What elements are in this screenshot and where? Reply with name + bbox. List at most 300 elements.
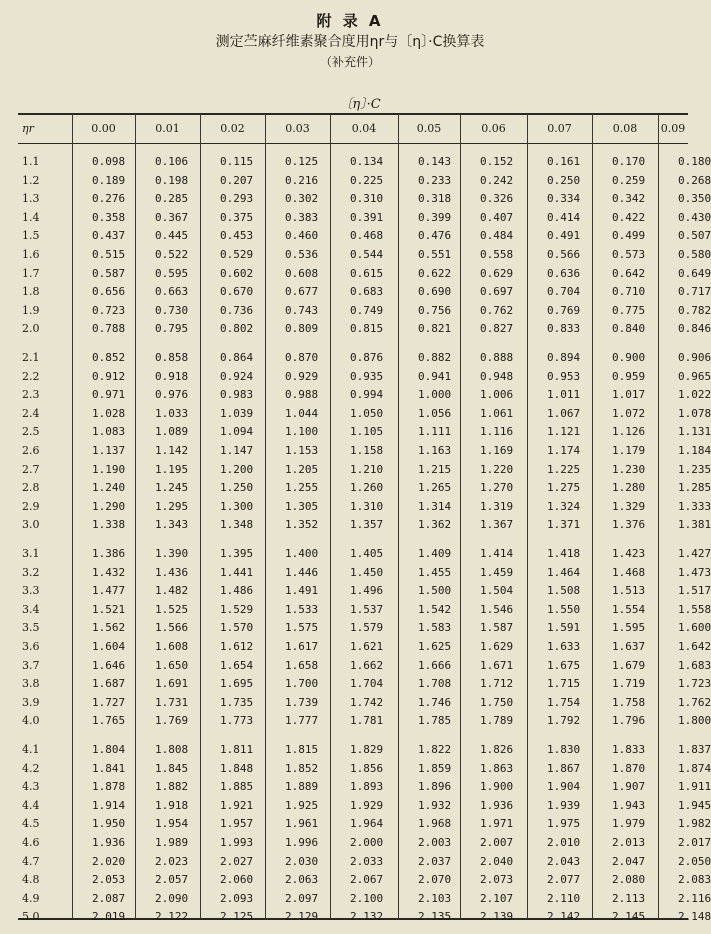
table-cell: 0.499 (612, 229, 646, 243)
table-cell: 1.390 (155, 547, 189, 560)
table-cell: 1.695 (220, 677, 254, 691)
row-label: 2.2 (22, 369, 40, 383)
table-cell: 1.314 (418, 499, 452, 513)
table-cell: 0.326 (480, 192, 514, 206)
table-cell: 2.033 (350, 854, 384, 868)
table-cell: 1.900 (480, 780, 514, 794)
table-cell: 1.837 (678, 743, 711, 756)
table-cell: 1.936 (480, 798, 514, 812)
table-cell: 0.422 (612, 210, 646, 224)
table-cell: 1.617 (285, 640, 319, 653)
row-label: 3.1 (22, 547, 40, 560)
table-cell: 1.220 (480, 462, 514, 476)
table-cell: 1.290 (92, 499, 126, 513)
column-rule (72, 114, 73, 919)
table-cell: 0.622 (418, 266, 452, 280)
table-cell: 1.939 (547, 798, 581, 812)
table-cell: 1.971 (480, 817, 514, 831)
table-cell: 2.110 (547, 891, 581, 905)
table-cell: 1.921 (220, 798, 254, 812)
table-cell: 1.174 (547, 444, 581, 457)
table-cell: 1.022 (678, 388, 711, 402)
table-cell: 1.870 (612, 761, 646, 775)
row-label: 3.9 (22, 695, 40, 709)
table-cell: 1.089 (155, 425, 189, 439)
row-label: 2.5 (22, 425, 40, 439)
table-cell: 1.856 (350, 761, 384, 775)
table-cell: 1.704 (350, 677, 384, 691)
table-cell: 1.769 (155, 714, 189, 728)
table-cell: 0.143 (418, 155, 452, 168)
table-cell: 1.604 (92, 640, 126, 653)
table-cell: 1.731 (155, 695, 189, 709)
table-cell: 1.954 (155, 817, 189, 831)
table-cell: 1.210 (350, 462, 384, 476)
table-cell: 0.566 (547, 248, 581, 261)
row-label: 1.9 (22, 303, 40, 317)
table-cell: 1.400 (285, 547, 319, 560)
table-cell: 1.367 (480, 518, 514, 532)
table-cell: 0.882 (418, 351, 452, 364)
table-cell: 2.017 (678, 836, 711, 849)
table-cell: 1.815 (285, 743, 319, 756)
table-cell: 1.554 (612, 602, 646, 616)
table-cell: 1.195 (155, 462, 189, 476)
table-cell: 0.522 (155, 248, 189, 261)
table-cell: 1.758 (612, 695, 646, 709)
table-cell: 1.859 (418, 761, 452, 775)
table-cell: 0.106 (155, 155, 189, 168)
table-cell: 1.708 (418, 677, 452, 691)
table-cell: 0.375 (220, 210, 254, 224)
table-cell: 2.020 (92, 854, 126, 868)
table-cell: 1.929 (350, 798, 384, 812)
table-cell: 1.587 (480, 621, 514, 635)
table-cell: 0.833 (547, 322, 581, 336)
table-cell: 1.319 (480, 499, 514, 513)
table-cell: 0.756 (418, 303, 452, 317)
table-cell: 0.815 (350, 322, 384, 336)
table-cell: 1.754 (547, 695, 581, 709)
column-header: 0.09 (660, 122, 686, 135)
table-cell: 1.719 (612, 677, 646, 691)
table-cell: 0.544 (350, 248, 384, 261)
table-cell: 0.704 (547, 285, 581, 299)
table-cell: 1.687 (92, 677, 126, 691)
table-cell: 2.010 (547, 836, 581, 849)
table-cell: 0.342 (612, 192, 646, 206)
table-cell: 1.275 (547, 481, 581, 495)
table-cell: 0.383 (285, 210, 319, 224)
table-cell: 1.646 (92, 658, 126, 672)
table-cell: 1.473 (678, 565, 711, 579)
table-cell: 1.381 (678, 518, 711, 532)
table-cell: 1.826 (480, 743, 514, 756)
table-cell: 1.131 (678, 425, 711, 439)
row-label: 3.7 (22, 658, 40, 672)
row-label: 3.4 (22, 602, 40, 616)
table-cell: 1.343 (155, 518, 189, 532)
table-cell: 1.637 (612, 640, 646, 653)
table-cell: 2.097 (285, 891, 319, 905)
table-cell: 1.255 (285, 481, 319, 495)
table-cell: 0.573 (612, 248, 646, 261)
table-cell: 1.468 (612, 565, 646, 579)
table-cell: 1.436 (155, 565, 189, 579)
table-cell: 1.654 (220, 658, 254, 672)
table-cell: 1.100 (285, 425, 319, 439)
table-cell: 0.595 (155, 266, 189, 280)
table-cell: 2.145 (612, 910, 646, 924)
table-cell: 1.595 (612, 621, 646, 635)
table-cell: 1.822 (418, 743, 452, 756)
column-rule (330, 114, 331, 919)
table-cell: 1.841 (92, 761, 126, 775)
table-cell: 0.965 (678, 369, 711, 383)
table-cell: 0.407 (480, 210, 514, 224)
column-header: 0.00 (91, 122, 116, 135)
table-cell: 2.037 (418, 854, 452, 868)
table-cell: 1.310 (350, 499, 384, 513)
table-cell: 1.459 (480, 565, 514, 579)
column-rule (527, 114, 528, 919)
table-cell: 1.235 (678, 462, 711, 476)
table-cell: 0.629 (480, 266, 514, 280)
table-cell: 1.455 (418, 565, 452, 579)
table-cell: 1.158 (350, 444, 384, 457)
table-cell: 1.033 (155, 406, 189, 420)
table-cell: 1.200 (220, 462, 254, 476)
table-cell: 1.804 (92, 743, 126, 756)
table-cell: 0.242 (480, 173, 514, 187)
column-rule (265, 114, 266, 919)
table-cell: 1.508 (547, 584, 581, 598)
table-cell: 2.040 (480, 854, 514, 868)
table-cell: 0.445 (155, 229, 189, 243)
table-cell: 1.558 (678, 602, 711, 616)
table-cell: 0.994 (350, 388, 384, 402)
row-label: 2.7 (22, 462, 40, 476)
table-cell: 1.750 (480, 695, 514, 709)
table-cell: 2.083 (678, 873, 711, 887)
table-cell: 1.968 (418, 817, 452, 831)
table-cell: 1.608 (155, 640, 189, 653)
table-cell: 1.950 (92, 817, 126, 831)
table-cell: 0.697 (480, 285, 514, 299)
table-cell: 1.324 (547, 499, 581, 513)
table-cell: 1.789 (480, 714, 514, 728)
table-cell: 1.591 (547, 621, 581, 635)
table-cell: 1.111 (418, 425, 452, 439)
table-cell: 1.600 (678, 621, 711, 635)
table-cell: 0.334 (547, 192, 581, 206)
table-cell: 2.057 (155, 873, 189, 887)
table-cell: 1.215 (418, 462, 452, 476)
row-label: 3.5 (22, 621, 40, 635)
spanning-column-header: 〔η〕·C (339, 97, 381, 112)
row-label: 4.0 (22, 714, 40, 728)
table-cell: 1.633 (547, 640, 581, 653)
table-cell: 0.918 (155, 369, 189, 383)
row-label: 1.3 (22, 192, 40, 206)
table-cell: 1.441 (220, 565, 254, 579)
row-label: 2.1 (22, 351, 40, 364)
table-cell: 2.087 (92, 891, 126, 905)
table-cell: 1.996 (285, 836, 319, 849)
table-cell: 0.399 (418, 210, 452, 224)
table-cell: 1.179 (612, 444, 646, 457)
table-cell: 1.450 (350, 565, 384, 579)
table-cell: 1.270 (480, 481, 514, 495)
table-cell: 0.821 (418, 322, 452, 336)
table-cell: 1.245 (155, 481, 189, 495)
table-cell: 2.023 (155, 854, 189, 868)
table-cell: 1.583 (418, 621, 452, 635)
table-cell: 2.142 (547, 910, 581, 924)
table-cell: 1.700 (285, 677, 319, 691)
table-cell: 0.125 (285, 155, 319, 168)
table-cell: 0.656 (92, 285, 126, 299)
table-cell: 2.125 (220, 910, 254, 924)
table-cell: 1.083 (92, 425, 126, 439)
table-cell: 2.067 (350, 873, 384, 887)
table-cell: 1.362 (418, 518, 452, 532)
table-cell: 1.537 (350, 602, 384, 616)
table-cell: 1.376 (612, 518, 646, 532)
table-cell: 1.679 (612, 658, 646, 672)
table-cell: 1.446 (285, 565, 319, 579)
row-label: 4.9 (22, 891, 40, 905)
row-label: 1.6 (22, 248, 40, 261)
table-cell: 1.486 (220, 584, 254, 598)
appendix-label: 附 录 A (316, 12, 384, 30)
table-cell: 1.579 (350, 621, 384, 635)
table-cell: 0.683 (350, 285, 384, 299)
column-rule (658, 114, 659, 919)
table-cell: 1.418 (547, 547, 581, 560)
table-cell: 1.777 (285, 714, 319, 728)
table-cell: 1.642 (678, 640, 711, 653)
table-cell: 2.013 (612, 836, 646, 849)
table-cell: 0.507 (678, 229, 711, 243)
table-cell: 1.914 (92, 798, 126, 812)
table-cell: 1.989 (155, 836, 189, 849)
table-cell: 0.649 (678, 266, 711, 280)
column-header: 0.01 (155, 122, 180, 135)
table-cell: 0.602 (220, 266, 254, 280)
table-cell: 0.318 (418, 192, 452, 206)
table-header-rule (18, 143, 688, 144)
table-cell: 1.423 (612, 547, 646, 560)
table-cell: 1.348 (220, 518, 254, 532)
table-cell: 1.715 (547, 677, 581, 691)
table-cell: 2.093 (220, 891, 254, 905)
table-cell: 0.690 (418, 285, 452, 299)
table-cell: 2.027 (220, 854, 254, 868)
table-cell: 0.558 (480, 248, 514, 261)
table-cell: 0.775 (612, 303, 646, 317)
table-cell: 0.948 (480, 369, 514, 383)
table-cell: 2.030 (285, 854, 319, 868)
table-cell: 1.017 (612, 388, 646, 402)
table-cell: 2.113 (612, 891, 646, 905)
table-cell: 0.098 (92, 155, 126, 168)
row-label: 3.6 (22, 640, 40, 653)
table-cell: 1.863 (480, 761, 514, 775)
table-cell: 0.310 (350, 192, 384, 206)
column-header: 0.05 (416, 122, 442, 135)
table-cell: 0.846 (678, 322, 711, 336)
table-cell: 1.918 (155, 798, 189, 812)
table-cell: 1.386 (92, 547, 126, 560)
table-cell: 0.935 (350, 369, 384, 383)
table-cell: 0.608 (285, 266, 319, 280)
table-cell: 0.864 (220, 351, 254, 364)
table-cell: 1.525 (155, 602, 189, 616)
table-cell: 1.904 (547, 780, 581, 794)
column-rule (460, 114, 461, 919)
table-cell: 1.666 (418, 658, 452, 672)
table-cell: 0.840 (612, 322, 646, 336)
table-cell: 1.542 (418, 602, 452, 616)
table-cell: 1.882 (155, 780, 189, 794)
table-cell: 1.662 (350, 658, 384, 672)
table-cell: 0.180 (678, 155, 711, 168)
table-cell: 1.464 (547, 565, 581, 579)
table-cell: 1.395 (220, 547, 254, 560)
table-cell: 0.115 (220, 155, 254, 168)
table-cell: 1.072 (612, 406, 646, 420)
table-cell: 1.975 (547, 817, 581, 831)
row-label: 4.1 (22, 743, 40, 756)
table-cell: 1.675 (547, 658, 581, 672)
table-cell: 0.717 (678, 285, 711, 299)
table-cell: 0.802 (220, 322, 254, 336)
table-cell: 1.621 (350, 640, 384, 653)
table-cell: 2.070 (418, 873, 452, 887)
table-cell: 1.371 (547, 518, 581, 532)
table-cell: 1.867 (547, 761, 581, 775)
table-cell: 2.135 (418, 910, 452, 924)
table-cell: 2.053 (92, 873, 126, 887)
table-cell: 1.280 (612, 481, 646, 495)
table-cell: 1.762 (678, 695, 711, 709)
table-cell: 1.742 (350, 695, 384, 709)
column-header: 0.02 (220, 122, 245, 135)
table-cell: 2.148 (678, 910, 711, 924)
table-cell: 1.785 (418, 714, 452, 728)
table-cell: 1.427 (678, 547, 711, 560)
table-cell: 0.367 (155, 210, 189, 224)
table-cell: 2.080 (612, 873, 646, 887)
table-cell: 1.006 (480, 388, 514, 402)
table-cell: 1.979 (612, 817, 646, 831)
table-cell: 1.773 (220, 714, 254, 728)
table-cell: 0.852 (92, 351, 126, 364)
row-label: 2.6 (22, 444, 40, 457)
table-cell: 0.976 (155, 388, 189, 402)
table-cell: 1.796 (612, 714, 646, 728)
table-cell: 1.964 (350, 817, 384, 831)
table-cell: 1.409 (418, 547, 452, 560)
table-cell: 1.230 (612, 462, 646, 476)
table-cell: 1.739 (285, 695, 319, 709)
table-cell: 1.491 (285, 584, 319, 598)
table-cell: 2.122 (155, 910, 189, 924)
row-label: 1.1 (22, 155, 40, 168)
table-cell: 0.276 (92, 192, 126, 206)
table-cell: 0.515 (92, 248, 126, 261)
table-cell: 0.670 (220, 285, 254, 299)
table-cell: 1.333 (678, 499, 711, 513)
table-cell: 0.476 (418, 229, 452, 243)
table-cell: 0.743 (285, 303, 319, 317)
table-cell: 1.993 (220, 836, 254, 849)
table-cell: 1.811 (220, 743, 254, 756)
table-cell: 1.658 (285, 658, 319, 672)
table-cell: 1.874 (678, 761, 711, 775)
table-cell: 1.521 (92, 602, 126, 616)
table-cell: 1.683 (678, 658, 711, 672)
table-cell: 1.116 (480, 425, 514, 439)
table-cell: 0.259 (612, 173, 646, 187)
table-cell: 1.225 (547, 462, 581, 476)
table-cell: 0.551 (418, 248, 452, 261)
column-header: 0.04 (351, 122, 377, 135)
table-cell: 1.907 (612, 780, 646, 794)
table-cell: 2.100 (350, 891, 384, 905)
table-cell: 1.889 (285, 780, 319, 794)
table-cell: 1.250 (220, 481, 254, 495)
table-subtitle: （补充件） (319, 55, 380, 69)
table-cell: 1.982 (678, 817, 711, 831)
table-cell: 1.575 (285, 621, 319, 635)
table-cell: 1.550 (547, 602, 581, 616)
table-cell: 1.039 (220, 406, 254, 420)
table-cell: 1.094 (220, 425, 254, 439)
row-label: 4.8 (22, 873, 40, 887)
row-label: 1.7 (22, 266, 40, 280)
table-cell: 1.566 (155, 621, 189, 635)
table-cell: 0.225 (350, 173, 384, 187)
table-cell: 1.265 (418, 481, 452, 495)
table-cell: 1.000 (418, 388, 452, 402)
row-label: 2.9 (22, 499, 40, 513)
table-cell: 2.090 (155, 891, 189, 905)
table-cell: 0.491 (547, 229, 581, 243)
table-cell: 1.300 (220, 499, 254, 513)
table-cell: 1.205 (285, 462, 319, 476)
row-label: 2.3 (22, 388, 40, 402)
table-cell: 2.000 (350, 836, 384, 849)
table-cell: 0.983 (220, 388, 254, 402)
table-cell: 0.453 (220, 229, 254, 243)
table-cell: 1.414 (480, 547, 514, 560)
column-rule (592, 114, 593, 919)
table-cell: 0.900 (612, 351, 646, 364)
table-cell: 1.961 (285, 817, 319, 831)
table-cell: 1.482 (155, 584, 189, 598)
table-cell: 1.056 (418, 406, 452, 420)
table-cell: 1.852 (285, 761, 319, 775)
table-cell: 1.746 (418, 695, 452, 709)
table-cell: 1.338 (92, 518, 126, 532)
table-cell: 0.285 (155, 192, 189, 206)
table-cell: 0.642 (612, 266, 646, 280)
table-cell: 0.536 (285, 248, 319, 261)
table-cell: 1.612 (220, 640, 254, 653)
column-rule (200, 114, 201, 919)
